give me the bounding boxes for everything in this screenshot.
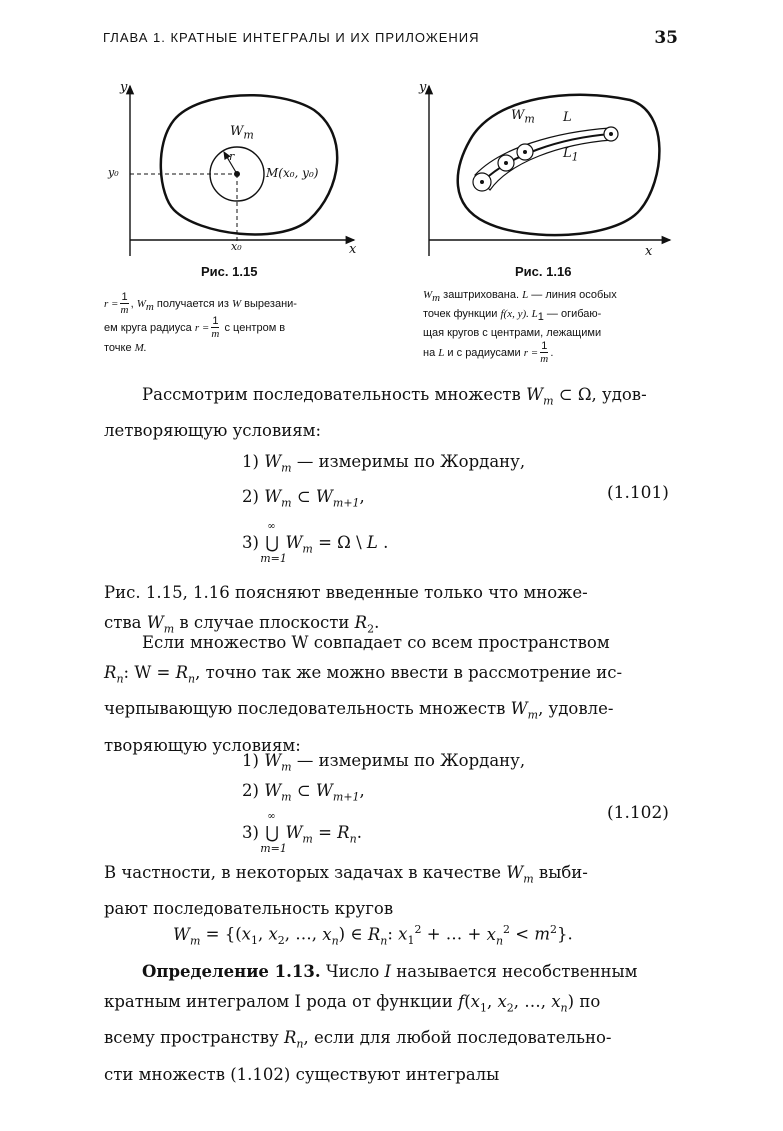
figure-1-16	[415, 80, 680, 279]
paragraph-2: Рис. 1.15, 1.16 поясняют введенные только что множе- ства $W_m$ в случае плоскости $R_2$.	[104, 583, 588, 636]
wm-label: $W_m$	[511, 108, 535, 126]
paragraph-3: Если множество W совпадает со всем пространством $R_n$: $W = R_n$, точно так же можно ввести в рассмотрение ис- черпывающую последовательность множеств $W_m$, удовле- творяющую условиям:	[104, 633, 623, 755]
axis-y-label: y	[120, 80, 128, 95]
figure-label: Рис. 1.16	[515, 264, 572, 279]
equation-number-101: (1.101)	[607, 483, 669, 503]
figure-1-15-caption: r = $\frac{1}{m}$ , $W_m$ получается из W вырезани- ем круга радиуса r = $\frac{1}{m}$ с центром в точке M.	[104, 291, 297, 354]
condition-1b: 1) $W_m$ — измеримы по Жордану,	[242, 751, 526, 774]
page-header	[103, 30, 678, 54]
l-label: L	[563, 110, 572, 125]
condition-3b: 3) ⋃ ∞ m=1 $W_m = R_n$.	[242, 811, 362, 855]
equation-number-102: (1.102)	[607, 803, 669, 823]
x0-label: x₀	[231, 240, 242, 253]
paragraph-4: В частности, в некоторых задачах в качестве $W_m$ выби- рают последовательность кругов	[104, 863, 588, 919]
wm-label: $W_m$	[230, 124, 254, 142]
condition-2: 2) $W_m$ ⊂ $W_{m+1}$,	[242, 487, 365, 510]
axis-x-label: x	[645, 244, 653, 259]
r-label: r	[229, 150, 235, 163]
figure-label: Рис. 1.15	[201, 264, 258, 279]
definition-1-13: Определение 1.13. Число I называется несобственным кратным интегралом I рода от функции $f(x_1$, $x_2$, …, $x_n$) по всему пространству $R_n$, если для любой последовательно- сти множеств (1.102) существуют интегралы	[104, 962, 638, 1084]
page-number: 35	[654, 28, 678, 48]
figure-1-15	[104, 80, 364, 279]
envelope-band	[475, 128, 612, 190]
condition-1: 1) $W_m$ — измеримы по Жордану,	[242, 452, 526, 475]
y0-label: y₀	[108, 166, 119, 179]
condition-3: 3) ⋃ ∞ m=1 $W_m = \Omega$ \ L .	[242, 521, 389, 565]
point-m-label: M(x₀, y₀)	[266, 166, 319, 180]
running-head: ГЛАВА 1. КРАТНЫЕ ИНТЕГРАЛЫ И ИХ ПРИЛОЖЕНИЯ	[103, 30, 480, 45]
circles-formula: $W_m = \{(x_1$, $x_2$, …, $x_n$) ∈ $R_n$: $x_1^2$ + … + $x_n^2 < m^2$}.	[173, 923, 573, 947]
l1-label: $L_1$	[563, 146, 579, 164]
axis-x-label: x	[349, 242, 357, 257]
region-outline	[161, 95, 337, 234]
condition-2b: 2) $W_m$ ⊂ $W_{m+1}$,	[242, 781, 365, 804]
figure-1-16-caption: $W_m$ заштрихована. L — линия особых точек функции f(x, y). $L_1$ — огибаю- щая кругов с центрами, лежащими на L и с радиусами r = $\frac{1}{m}$ .	[423, 289, 617, 366]
axis-y-label: y	[419, 80, 427, 95]
paragraph-1: Рассмотрим последовательность множеств $W_m$ ⊂ Ω, удов- летворяющую условиям:	[104, 385, 647, 441]
